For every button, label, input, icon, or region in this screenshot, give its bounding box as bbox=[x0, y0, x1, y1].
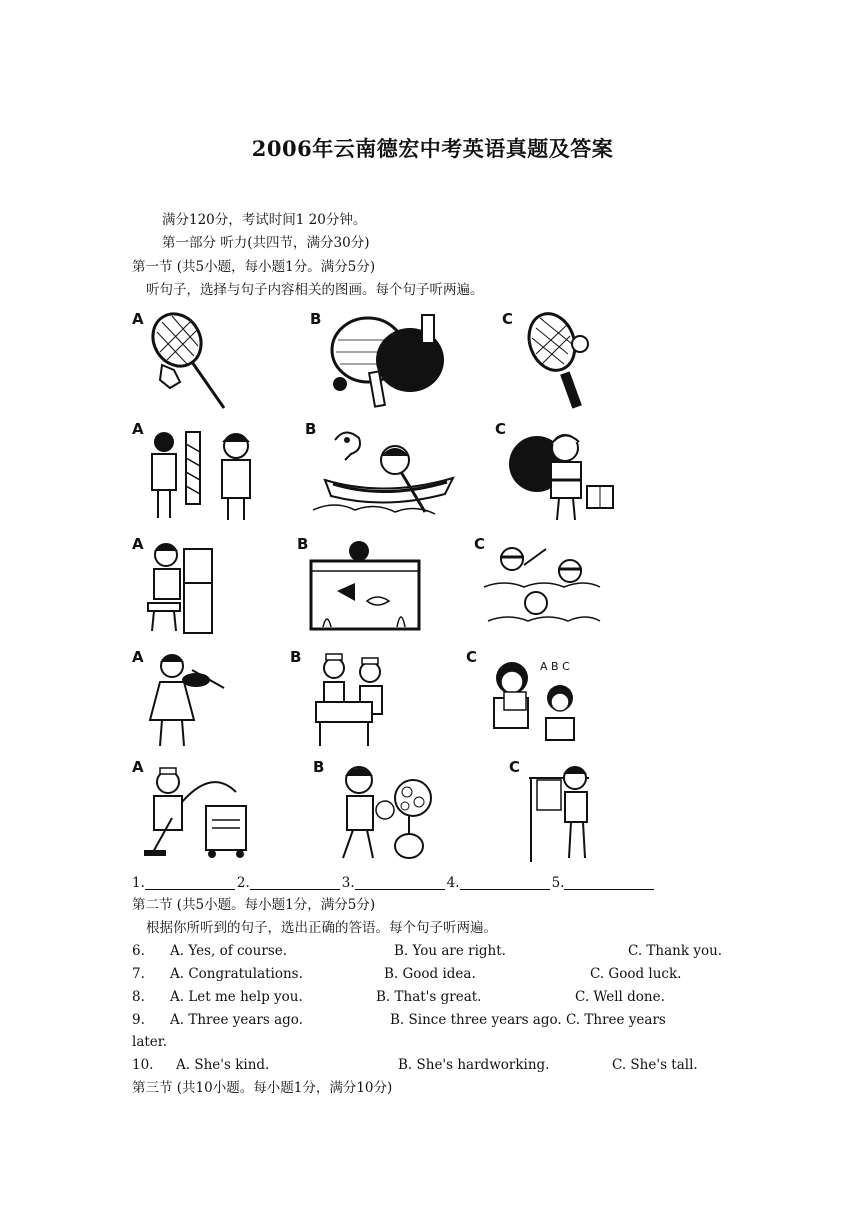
picture-label: A bbox=[132, 420, 144, 438]
section-two-instruction: 根据你所听到的句子，选出正确的答语。每个句子听两遍。 bbox=[146, 920, 497, 936]
violin-icon bbox=[132, 648, 232, 750]
cooking-icon bbox=[290, 648, 400, 750]
vacuum-icon bbox=[132, 758, 257, 863]
picture-label: B bbox=[310, 310, 322, 328]
hanging-clothes-icon bbox=[509, 758, 614, 866]
question-number: 9. bbox=[132, 1012, 145, 1028]
picture-4b bbox=[290, 648, 400, 750]
picture-2b bbox=[305, 420, 460, 525]
option-b: B. You are right. bbox=[394, 943, 506, 959]
tennis-icon bbox=[502, 310, 612, 415]
option-a: A. Congratulations. bbox=[170, 966, 303, 982]
option-b: B. Since three years ago. C. Three years bbox=[390, 1012, 666, 1028]
blank-label: 2. bbox=[236, 875, 250, 891]
ping-pong-icon bbox=[310, 310, 450, 410]
answer-blank-4[interactable] bbox=[460, 875, 550, 890]
option-b: B. She's hardworking. bbox=[398, 1057, 550, 1073]
option-a: A. She's kind. bbox=[176, 1057, 270, 1073]
section-three-heading: 第三节 (共10小题。每小题1分，满分10分) bbox=[132, 1080, 393, 1096]
section-one-instruction: 听句子，选择与句子内容相关的图画。每个句子听两遍。 bbox=[146, 282, 484, 298]
section-one-heading: 第一节 (共5小题，每小题1分。满分5分) bbox=[132, 259, 376, 275]
option-a: A. Let me help you. bbox=[170, 989, 303, 1005]
watering-flowers-icon bbox=[313, 758, 441, 863]
fish-tank-icon bbox=[297, 535, 427, 635]
picture-5a bbox=[132, 758, 257, 863]
blank-label: 4. bbox=[446, 875, 460, 891]
picture-2c bbox=[495, 420, 620, 528]
option-b: B. Good idea. bbox=[384, 966, 476, 982]
picture-label: C bbox=[509, 758, 521, 776]
question-number: 8. bbox=[132, 989, 145, 1005]
blank-label: 1. bbox=[132, 875, 145, 891]
picture-label: B bbox=[290, 648, 302, 666]
question-continuation: later. bbox=[132, 1034, 168, 1050]
answer-blank-2[interactable] bbox=[250, 875, 340, 890]
picture-label: A bbox=[132, 648, 144, 666]
reading-icon bbox=[466, 648, 601, 750]
picture-label: A bbox=[132, 758, 144, 776]
picture-label: B bbox=[297, 535, 309, 553]
answer-blanks bbox=[132, 874, 656, 892]
picture-label: A bbox=[132, 535, 144, 553]
picture-4c bbox=[466, 648, 601, 750]
picture-3c bbox=[474, 535, 604, 635]
answer-blank-1[interactable] bbox=[145, 875, 235, 890]
option-c: C. Well done. bbox=[575, 989, 665, 1005]
option-c: C. Thank you. bbox=[628, 943, 723, 959]
svg-text:A B C: A B C bbox=[540, 660, 570, 673]
option-a: A. Yes, of course. bbox=[170, 943, 288, 959]
picture-1a bbox=[132, 310, 242, 415]
santa-icon bbox=[495, 420, 620, 528]
badminton-icon bbox=[132, 310, 242, 415]
picture-1b bbox=[310, 310, 450, 410]
picture-label: C bbox=[502, 310, 514, 328]
question-number: 6. bbox=[132, 943, 145, 959]
option-a: A. Three years ago. bbox=[170, 1012, 303, 1028]
section-two-heading: 第二节 (共5小题。每小题1分，满分5分) bbox=[132, 897, 376, 913]
dragon-boat-icon bbox=[305, 420, 460, 525]
answer-blank-3[interactable] bbox=[355, 875, 445, 890]
option-c: C. She's tall. bbox=[612, 1057, 698, 1073]
blank-label: 3. bbox=[341, 875, 355, 891]
page-title: 2006年云南德宏中考英语真题及答案 bbox=[251, 136, 614, 161]
picture-3a bbox=[132, 535, 222, 635]
piano-icon bbox=[132, 535, 222, 635]
swimming-icon bbox=[474, 535, 604, 635]
option-c: C. Good luck. bbox=[590, 966, 682, 982]
picture-label: C bbox=[466, 648, 478, 666]
picture-label: B bbox=[305, 420, 317, 438]
picture-5b bbox=[313, 758, 441, 863]
picture-label: B bbox=[313, 758, 325, 776]
part-one-heading: 第一部分 听力(共四节，满分30分) bbox=[162, 235, 370, 251]
answer-blank-5[interactable] bbox=[564, 875, 654, 890]
option-b: B. That's great. bbox=[376, 989, 482, 1005]
picture-label: C bbox=[474, 535, 486, 553]
picture-3b bbox=[297, 535, 427, 635]
blank-label: 5. bbox=[551, 875, 565, 891]
question-number: 10. bbox=[132, 1057, 154, 1073]
firecracker-children-icon bbox=[132, 420, 262, 525]
exam-info: 满分120分，考试时间1 20分钟。 bbox=[162, 212, 367, 228]
picture-4a bbox=[132, 648, 232, 750]
picture-1c bbox=[502, 310, 612, 415]
question-number: 7. bbox=[132, 966, 145, 982]
picture-label: A bbox=[132, 310, 144, 328]
picture-5c bbox=[509, 758, 614, 866]
picture-label: C bbox=[495, 420, 507, 438]
picture-2a bbox=[132, 420, 262, 525]
